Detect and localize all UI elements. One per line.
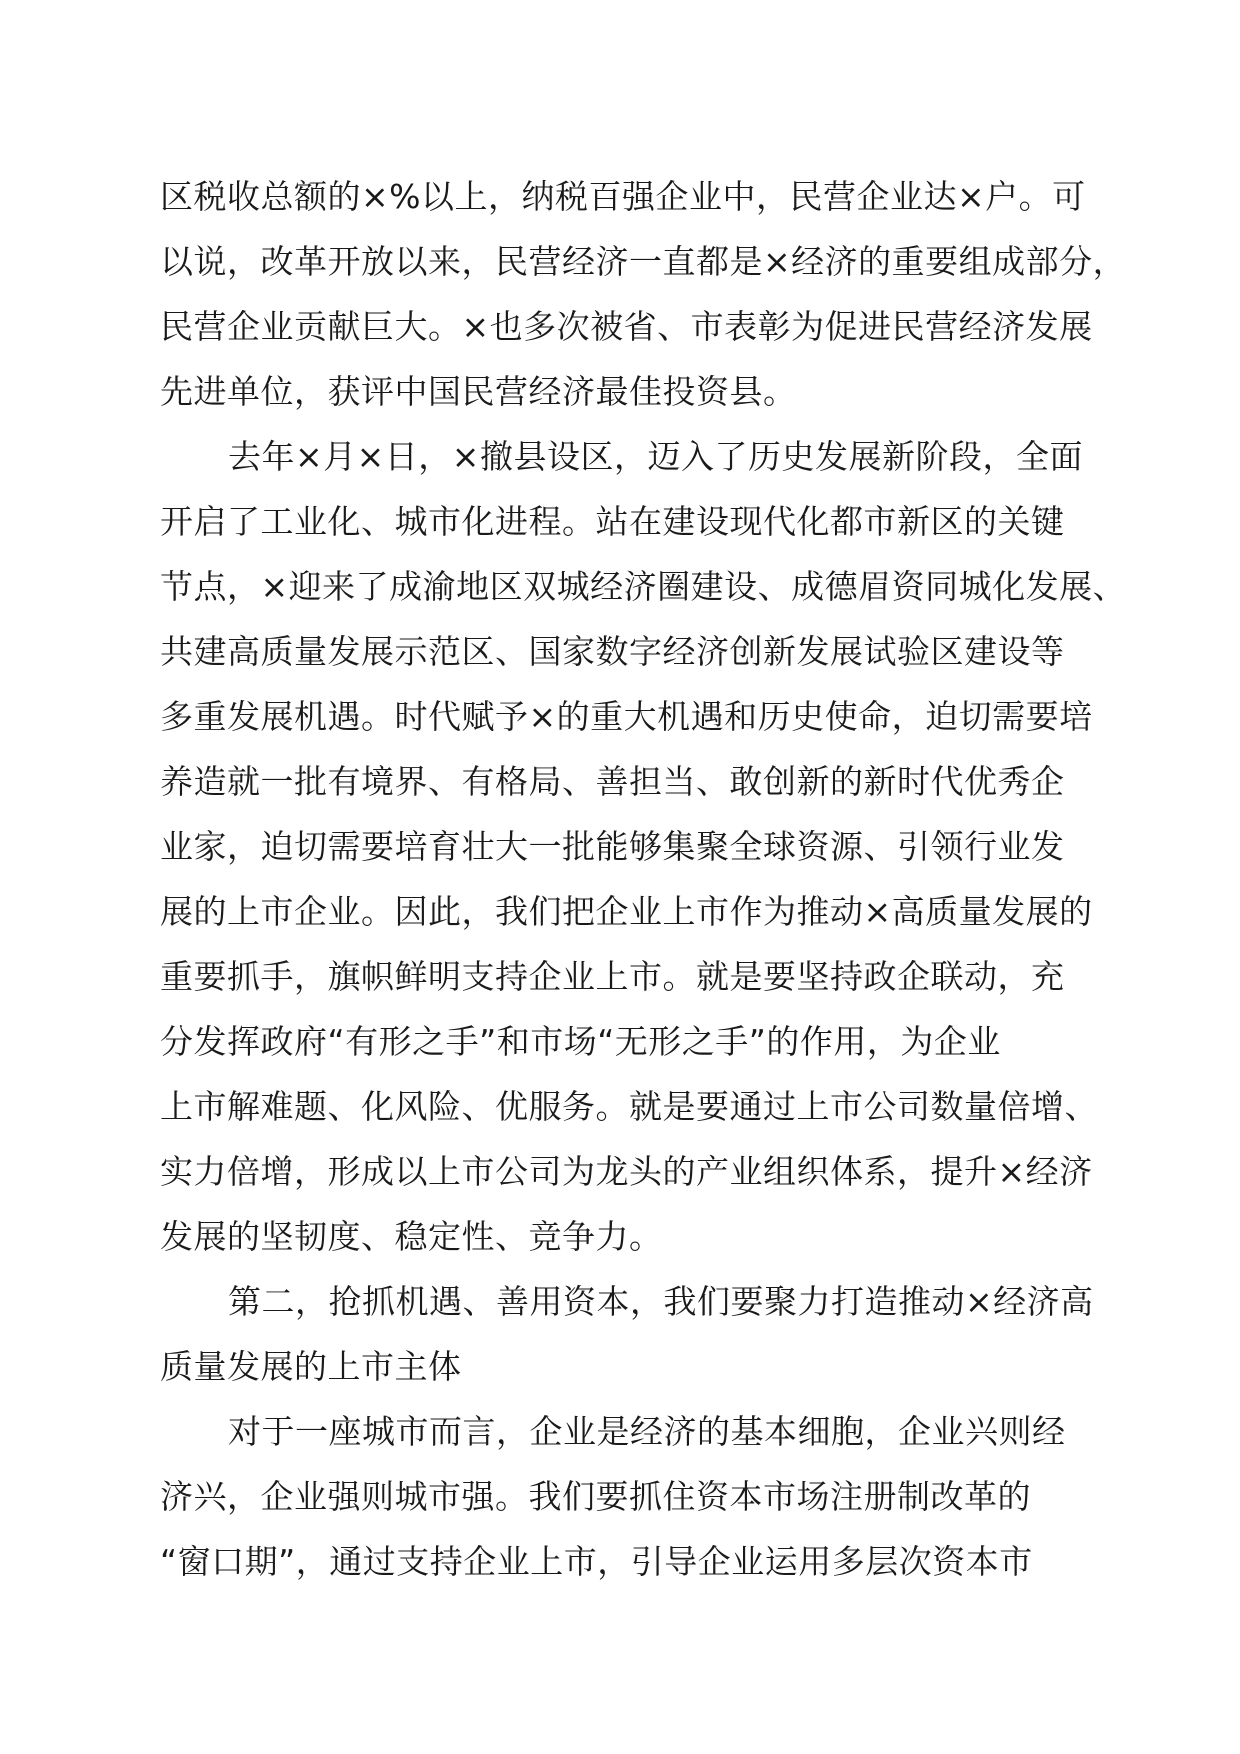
body-text [160, 164, 1127, 1594]
text-line: 共建高质量发展示范区、国家数字经济创新发展试验区建设等 [160, 632, 1065, 671]
text-line: 区税收总额的×%以上，纳税百强企业中，民营企业达×户。可 [160, 177, 1086, 216]
text-line: 先进单位，获评中国民营经济最佳投资县。 [160, 372, 797, 411]
paragraph-start-line: 对于一座城市而言，企业是经济的基本细胞，企业兴则经 [228, 1412, 1066, 1451]
text-line: 节点，×迎来了成渝地区双城经济圈建设、成德眉资同城化发展、 [160, 567, 1127, 606]
text-line: 分发挥政府“有形之手”和市场“无形之手”的作用，为企业 [160, 1022, 1001, 1061]
text-line: 实力倍增，形成以上市公司为龙头的产业组织体系，提升×经济 [160, 1152, 1093, 1191]
text-line: 业家，迫切需要培育壮大一批能够集聚全球资源、引领行业发 [160, 827, 1065, 866]
text-line: “窗口期”，通过支持企业上市，引导企业运用多层次资本市 [160, 1542, 1033, 1581]
text-line: 以说，改革开放以来，民营经济一直都是×经济的重要组成部分， [160, 242, 1127, 281]
paragraph-start-line: 去年×月×日，×撤县设区，迈入了历史发展新阶段，全面 [228, 437, 1083, 476]
text-line: 民营企业贡献巨大。×也多次被省、市表彰为促进民营经济发展 [160, 307, 1093, 346]
text-line: 上市解难题、化风险、优服务。就是要通过上市公司数量倍增、 [160, 1087, 1098, 1126]
text-line: 展的上市企业。因此，我们把企业上市作为推动×高质量发展的 [160, 892, 1093, 931]
text-line: 养造就一批有境界、有格局、善担当、敢创新的新时代优秀企 [160, 762, 1065, 801]
text-line: 济兴，企业强则城市强。我们要抓住资本市场注册制改革的 [160, 1477, 1031, 1516]
text-line: 多重发展机遇。时代赋予×的重大机遇和历史使命，迫切需要培 [160, 697, 1093, 736]
text-line: 发展的坚韧度、稳定性、竞争力。 [160, 1217, 663, 1256]
section-heading-line: 质量发展的上市主体 [160, 1347, 462, 1386]
section-heading-line: 第二，抢抓机遇、善用资本，我们要聚力打造推动×经济高 [228, 1282, 1094, 1321]
text-line: 重要抓手，旗帜鲜明支持企业上市。就是要坚持政企联动，充 [160, 957, 1065, 996]
text-line: 开启了工业化、城市化进程。站在建设现代化都市新区的关键 [160, 502, 1065, 541]
